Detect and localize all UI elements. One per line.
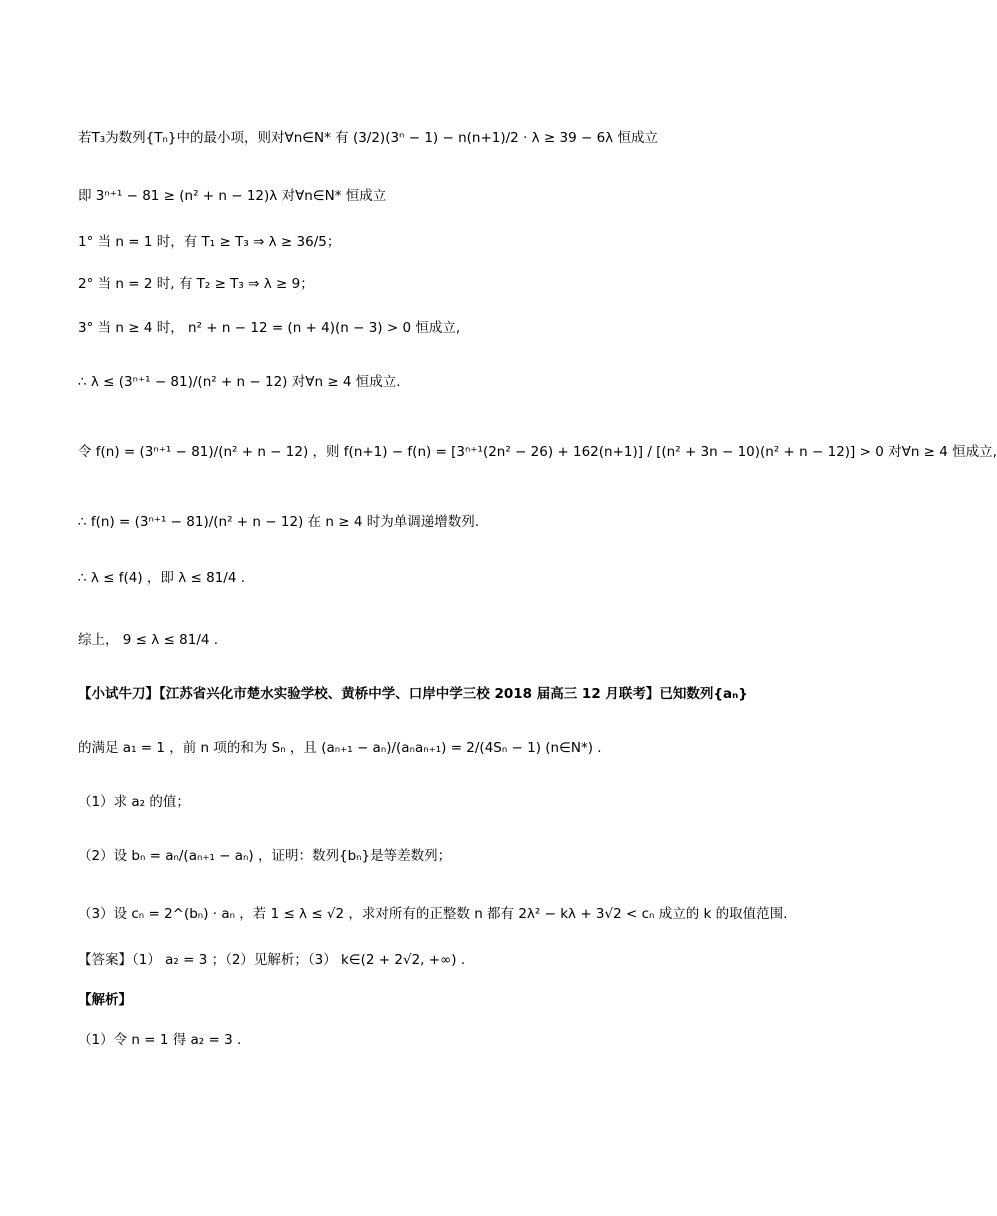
text-line-12: 的满足 a₁ = 1 ，前 n 项的和为 Sₙ ，且 (aₙ₊₁ − aₙ)/(aₙaₙ₊₁) = 2/(4Sₙ − 1) (n∈N*) . bbox=[78, 740, 602, 756]
text-line-2: 即 3ⁿ⁺¹ − 81 ≥ (n² + n − 12)λ 对∀n∈N* 恒成立 bbox=[78, 188, 387, 204]
text-line-13: （1）求 a₂ 的值； bbox=[78, 794, 190, 810]
text-line-10: 综上， 9 ≤ λ ≤ 81/4 . bbox=[78, 632, 219, 648]
text-line-14: （2）设 bₙ = aₙ/(aₙ₊₁ − aₙ) ，证明：数列{bₙ}是等差数列； bbox=[78, 848, 452, 864]
text-line-4: 2° 当 n = 2 时, 有 T₂ ≥ T₃ ⇒ λ ≥ 9； bbox=[78, 276, 314, 292]
text-line-6: ∴ λ ≤ (3ⁿ⁺¹ − 81)/(n² + n − 12) 对∀n ≥ 4 恒成立. bbox=[78, 374, 401, 390]
text-line-16: 【答案】（1） a₂ = 3 ；（2）见解析；（3） k∈(2 + 2√2, +∞) . bbox=[78, 952, 466, 968]
text-line-3: 1° 当 n = 1 时，有 T₁ ≥ T₃ ⇒ λ ≥ 36/5； bbox=[78, 234, 341, 250]
text-line-15: （3）设 cₙ = 2^(bₙ) · aₙ ，若 1 ≤ λ ≤ √2 ，求对所有的正整数 n 都有 2λ² − kλ + 3√2 < cₙ 成立的 k 的取值范围. bbox=[78, 906, 788, 922]
text-line-11: 【小试牛刀】【江苏省兴化市楚水实验学校、黄桥中学、口岸中学三校 2018 届高三 12 月联考】已知数列{aₙ} bbox=[78, 686, 748, 702]
text-line-7: 令 f(n) = (3ⁿ⁺¹ − 81)/(n² + n − 12) ，则 f(n+1) − f(n) = [3ⁿ⁺¹(2n² − 26) + 162(n+1)] / [(n² + 3n − 10)(n² + n − 12)] > 0 对∀n ≥ 4 恒成立, bbox=[78, 444, 997, 460]
text-line-5: 3° 当 n ≥ 4 时， n² + n − 12 = (n + 4)(n − 3) > 0 恒成立, bbox=[78, 320, 461, 336]
text-line-9: ∴ λ ≤ f(4) ，即 λ ≤ 81/4 . bbox=[78, 570, 246, 586]
text-line-17: 【解析】 bbox=[78, 992, 132, 1008]
text-line-8: ∴ f(n) = (3ⁿ⁺¹ − 81)/(n² + n − 12) 在 n ≥ 4 时为单调递增数列. bbox=[78, 514, 480, 530]
text-line-18: （1）令 n = 1 得 a₂ = 3 . bbox=[78, 1032, 242, 1048]
text-line-1: 若T₃为数列{Tₙ}中的最小项，则对∀n∈N* 有 (3/2)(3ⁿ − 1) − n(n+1)/2 · λ ≥ 39 − 6λ 恒成立 bbox=[78, 130, 658, 146]
